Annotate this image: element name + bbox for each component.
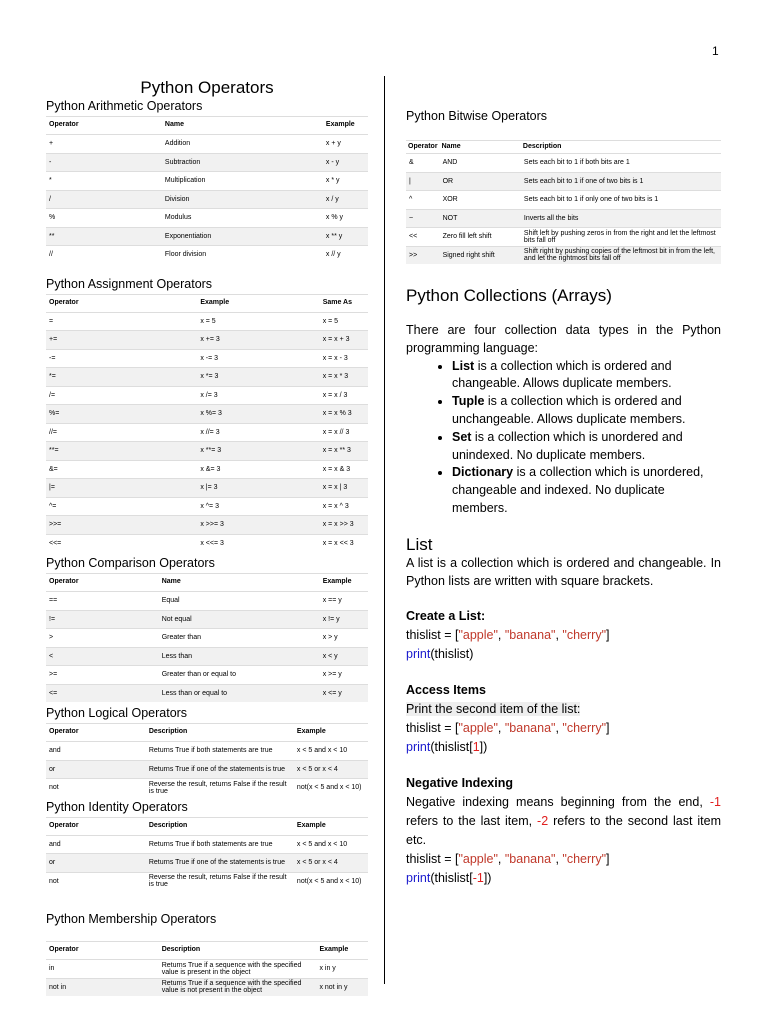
table-cell: Reverse the result, returns False if the result is true bbox=[146, 872, 294, 890]
bitwise-table bbox=[406, 140, 721, 264]
column-header: Description bbox=[521, 141, 721, 154]
code-line-create: thislist = ["apple", "banana", "cherry"] bbox=[406, 628, 610, 643]
column-header: Operator bbox=[46, 942, 159, 960]
table-cell: NOT bbox=[440, 209, 521, 228]
table-cell: not in bbox=[46, 978, 159, 996]
table-cell: x <= y bbox=[320, 684, 368, 702]
table-cell: Sets each bit to 1 if both bits are 1 bbox=[521, 154, 721, 173]
code-line-access: thislist = ["apple", "banana", "cherry"] bbox=[406, 720, 610, 735]
column-header: Description bbox=[159, 942, 317, 960]
table-cell: <= bbox=[46, 684, 159, 702]
table-cell: << bbox=[406, 228, 440, 247]
column-header: Operator bbox=[46, 294, 197, 312]
table-cell: OR bbox=[440, 172, 521, 191]
table-row bbox=[46, 978, 368, 996]
table-cell: x > y bbox=[320, 629, 368, 648]
table-cell: ~ bbox=[406, 209, 440, 228]
table-cell: x = x / 3 bbox=[320, 386, 368, 405]
table-cell: Greater than or equal to bbox=[159, 666, 320, 685]
table-cell: x == y bbox=[320, 592, 368, 611]
table-cell: Returns True if both statements are true bbox=[146, 835, 294, 854]
table-cell: Subtraction bbox=[162, 153, 323, 172]
table-cell: Less than or equal to bbox=[159, 684, 320, 702]
code-line-print-negative: print(thislist[-1]) bbox=[406, 870, 492, 885]
table-cell: Returns True if a sequence with the specified value is present in the object bbox=[159, 960, 317, 979]
table-cell: Inverts all the bits bbox=[521, 209, 721, 228]
table-row bbox=[46, 423, 368, 442]
collection-item-set: • Set is a collection which is unordered and unindexed. No duplicate members. bbox=[452, 429, 721, 465]
table-cell: x *= 3 bbox=[197, 368, 319, 387]
column-header: Operator bbox=[46, 117, 162, 135]
table-cell: &= bbox=[46, 460, 197, 479]
table-cell: % bbox=[46, 209, 162, 228]
access-items-heading: Access Items bbox=[406, 683, 486, 698]
table-cell: x + y bbox=[323, 135, 368, 154]
table-cell: and bbox=[46, 835, 146, 854]
table-cell: not(x < 5 and x < 10) bbox=[294, 872, 368, 890]
table-cell: x = x ^ 3 bbox=[320, 497, 368, 516]
table-row bbox=[46, 610, 368, 629]
table-cell: Less than bbox=[159, 647, 320, 666]
table-row bbox=[46, 592, 368, 611]
table-cell: x **= 3 bbox=[197, 442, 319, 461]
table-cell: ** bbox=[46, 227, 162, 246]
table-header-row bbox=[46, 574, 368, 592]
collection-item-dictionary: • Dictionary is a collection which is unordered, changeable and indexed. No duplicate members. bbox=[452, 464, 721, 517]
table-row bbox=[46, 349, 368, 368]
table-cell: // bbox=[46, 246, 162, 264]
negative-indexing-text: Negative indexing means beginning from the end, -1 refers to the last item, -2 refers to the second last item etc. bbox=[406, 794, 721, 847]
table-cell: not(x < 5 and x < 10) bbox=[294, 779, 368, 797]
table-cell: += bbox=[46, 331, 197, 350]
table-cell: /= bbox=[46, 386, 197, 405]
table-cell: Signed right shift bbox=[440, 246, 521, 264]
table-header-row bbox=[46, 724, 368, 742]
left-column bbox=[46, 76, 368, 996]
table-row bbox=[406, 172, 721, 191]
table-cell: x |= 3 bbox=[197, 479, 319, 498]
table-cell: x = x * 3 bbox=[320, 368, 368, 387]
table-cell: >> bbox=[406, 246, 440, 264]
table-cell: Returns True if one of the statements is true bbox=[146, 760, 294, 779]
table-row bbox=[406, 228, 721, 247]
table-cell: **= bbox=[46, 442, 197, 461]
column-header: Description bbox=[146, 817, 294, 835]
table-cell: Returns True if both statements are true bbox=[146, 742, 294, 761]
collection-item-list: • List is a collection which is ordered and changeable. Allows duplicate members. bbox=[452, 358, 721, 394]
table-row bbox=[406, 209, 721, 228]
table-row bbox=[46, 331, 368, 350]
table-cell: x = x % 3 bbox=[320, 405, 368, 424]
table-cell: x = x + 3 bbox=[320, 331, 368, 350]
table-row bbox=[46, 442, 368, 461]
table-cell: == bbox=[46, 592, 159, 611]
assignment-table bbox=[46, 294, 368, 553]
column-header: Operator bbox=[46, 574, 159, 592]
table-cell: *= bbox=[46, 368, 197, 387]
table-cell: x < 5 and x < 10 bbox=[294, 742, 368, 761]
table-cell: ^ bbox=[406, 191, 440, 210]
table-row bbox=[46, 460, 368, 479]
table-cell: x - y bbox=[323, 153, 368, 172]
table-cell: Floor division bbox=[162, 246, 323, 264]
create-list-heading: Create a List: bbox=[406, 609, 486, 624]
collections-intro: There are four collection data types in the Python programming language: bbox=[406, 323, 721, 355]
table-row bbox=[46, 872, 368, 890]
page-number: 1 bbox=[712, 44, 719, 58]
table-cell: Zero fill left shift bbox=[440, 228, 521, 247]
table-cell: x = 5 bbox=[197, 312, 319, 331]
column-header: Example bbox=[294, 817, 368, 835]
table-cell: x / y bbox=[323, 190, 368, 209]
table-header-row bbox=[46, 817, 368, 835]
table-row bbox=[46, 405, 368, 424]
table-cell: x != y bbox=[320, 610, 368, 629]
table-cell: x = x // 3 bbox=[320, 423, 368, 442]
table-cell: Returns True if one of the statements is true bbox=[146, 854, 294, 873]
table-cell: x % y bbox=[323, 209, 368, 228]
table-cell: Sets each bit to 1 if one of two bits is 1 bbox=[521, 172, 721, 191]
table-header-row bbox=[46, 117, 368, 135]
page-title: Python Operators bbox=[140, 78, 274, 97]
table-cell: - bbox=[46, 153, 162, 172]
table-cell: x ^= 3 bbox=[197, 497, 319, 516]
table-cell: |= bbox=[46, 479, 197, 498]
negative-indexing-heading: Negative Indexing bbox=[406, 775, 513, 790]
table-cell: Shift left by pushing zeros in from the right and let the leftmost bits fall off bbox=[521, 228, 721, 247]
table-cell: x ** y bbox=[323, 227, 368, 246]
table-row bbox=[46, 666, 368, 685]
access-items-text: Print the second item of the list: bbox=[406, 701, 581, 716]
table-cell: %= bbox=[46, 405, 197, 424]
arithmetic-heading: Python Arithmetic Operators bbox=[46, 99, 203, 113]
arithmetic-table bbox=[46, 116, 368, 264]
table-cell: x //= 3 bbox=[197, 423, 319, 442]
table-cell: x = x & 3 bbox=[320, 460, 368, 479]
table-cell: x >>= 3 bbox=[197, 516, 319, 535]
table-row bbox=[46, 779, 368, 797]
table-cell: >>= bbox=[46, 516, 197, 535]
table-cell: in bbox=[46, 960, 159, 979]
table-row bbox=[46, 854, 368, 873]
table-cell: and bbox=[46, 742, 146, 761]
collections-heading: Python Collections (Arrays) bbox=[406, 286, 612, 305]
column-header: Example bbox=[197, 294, 319, 312]
table-cell: Exponentiation bbox=[162, 227, 323, 246]
table-row bbox=[46, 386, 368, 405]
table-cell: > bbox=[46, 629, 159, 648]
table-cell: / bbox=[46, 190, 162, 209]
column-header: Example bbox=[320, 574, 368, 592]
table-cell: //= bbox=[46, 423, 197, 442]
table-cell: x %= 3 bbox=[197, 405, 319, 424]
table-cell: Multiplication bbox=[162, 172, 323, 191]
column-header: Example bbox=[316, 942, 368, 960]
table-cell: & bbox=[406, 154, 440, 173]
collection-item-tuple: • Tuple is a collection which is ordered and unchangeable. Allows duplicate members. bbox=[452, 393, 721, 429]
table-cell: x /= 3 bbox=[197, 386, 319, 405]
code-line-negative: thislist = ["apple", "banana", "cherry"] bbox=[406, 851, 610, 866]
table-cell: x -= 3 bbox=[197, 349, 319, 368]
table-row bbox=[46, 312, 368, 331]
table-cell: x = x - 3 bbox=[320, 349, 368, 368]
bitwise-heading: Python Bitwise Operators bbox=[406, 109, 548, 123]
table-cell: -= bbox=[46, 349, 197, 368]
table-row bbox=[46, 835, 368, 854]
column-header: Example bbox=[323, 117, 368, 135]
table-row bbox=[406, 191, 721, 210]
table-cell: x < 5 or x < 4 bbox=[294, 760, 368, 779]
table-cell: AND bbox=[440, 154, 521, 173]
identity-table bbox=[46, 817, 368, 891]
table-row bbox=[46, 534, 368, 552]
code-line-print: print(thislist) bbox=[406, 647, 474, 662]
table-cell: x += 3 bbox=[197, 331, 319, 350]
table-row bbox=[46, 647, 368, 666]
table-cell: Equal bbox=[159, 592, 320, 611]
table-row bbox=[46, 209, 368, 228]
table-row bbox=[46, 368, 368, 387]
table-cell: x = x | 3 bbox=[320, 479, 368, 498]
table-row bbox=[46, 135, 368, 154]
comparison-table bbox=[46, 573, 368, 702]
table-cell: x < y bbox=[320, 647, 368, 666]
table-cell: XOR bbox=[440, 191, 521, 210]
table-row bbox=[406, 154, 721, 173]
table-row bbox=[46, 684, 368, 702]
membership-heading: Python Membership Operators bbox=[46, 912, 217, 926]
table-cell: x // y bbox=[323, 246, 368, 264]
table-row bbox=[46, 172, 368, 191]
table-row bbox=[46, 960, 368, 979]
column-header: Operator bbox=[46, 724, 146, 742]
table-cell: x >= y bbox=[320, 666, 368, 685]
table-cell: <<= bbox=[46, 534, 197, 552]
table-cell: x * y bbox=[323, 172, 368, 191]
table-cell: x <<= 3 bbox=[197, 534, 319, 552]
column-header: Operator bbox=[406, 141, 440, 154]
table-cell: Addition bbox=[162, 135, 323, 154]
table-row bbox=[46, 742, 368, 761]
table-cell: + bbox=[46, 135, 162, 154]
column-header: Name bbox=[159, 574, 320, 592]
table-cell: < bbox=[46, 647, 159, 666]
table-header-row bbox=[46, 294, 368, 312]
table-header-row bbox=[46, 942, 368, 960]
table-row bbox=[46, 227, 368, 246]
table-cell: | bbox=[406, 172, 440, 191]
code-line-print-index: print(thislist[1]) bbox=[406, 739, 488, 754]
column-header: Operator bbox=[46, 817, 146, 835]
table-row bbox=[46, 629, 368, 648]
table-cell: not bbox=[46, 872, 146, 890]
table-cell: x < 5 or x < 4 bbox=[294, 854, 368, 873]
table-cell: Modulus bbox=[162, 209, 323, 228]
table-cell: = bbox=[46, 312, 197, 331]
column-header: Example bbox=[294, 724, 368, 742]
table-row bbox=[46, 246, 368, 264]
table-cell: x = x >> 3 bbox=[320, 516, 368, 535]
table-row bbox=[46, 479, 368, 498]
table-cell: x = 5 bbox=[320, 312, 368, 331]
table-cell: x = x << 3 bbox=[320, 534, 368, 552]
table-cell: Division bbox=[162, 190, 323, 209]
table-cell: x &= 3 bbox=[197, 460, 319, 479]
table-cell: not bbox=[46, 779, 146, 797]
logical-heading: Python Logical Operators bbox=[46, 706, 188, 720]
column-divider bbox=[384, 76, 385, 984]
table-row bbox=[46, 516, 368, 535]
table-cell: Not equal bbox=[159, 610, 320, 629]
list-heading: List bbox=[406, 534, 433, 554]
assignment-heading: Python Assignment Operators bbox=[46, 276, 213, 291]
identity-heading: Python Identity Operators bbox=[46, 799, 188, 814]
table-cell: or bbox=[46, 854, 146, 873]
table-cell: Shift right by pushing copies of the leftmost bit in from the left, and let the rightmost bits fall off bbox=[521, 246, 721, 264]
list-description: A list is a collection which is ordered and changeable. In Python lists are written with square brackets. bbox=[406, 555, 721, 588]
table-cell: x in y bbox=[316, 960, 368, 979]
table-cell: >= bbox=[46, 666, 159, 685]
table-row bbox=[46, 760, 368, 779]
table-cell: * bbox=[46, 172, 162, 191]
right-column bbox=[406, 76, 721, 888]
table-cell: or bbox=[46, 760, 146, 779]
table-row bbox=[46, 190, 368, 209]
table-cell: Reverse the result, returns False if the result is true bbox=[146, 779, 294, 797]
table-cell: x = x ** 3 bbox=[320, 442, 368, 461]
membership-table bbox=[46, 941, 368, 996]
table-cell: ^= bbox=[46, 497, 197, 516]
column-header: Name bbox=[162, 117, 323, 135]
table-row bbox=[46, 153, 368, 172]
table-cell: Greater than bbox=[159, 629, 320, 648]
collections-list bbox=[406, 358, 721, 518]
column-header: Same As bbox=[320, 294, 368, 312]
table-header-row bbox=[406, 141, 721, 154]
comparison-heading: Python Comparison Operators bbox=[46, 556, 215, 570]
table-row bbox=[406, 246, 721, 264]
table-cell: Sets each bit to 1 if only one of two bits is 1 bbox=[521, 191, 721, 210]
column-header: Description bbox=[146, 724, 294, 742]
table-cell: Returns True if a sequence with the specified value is not present in the object bbox=[159, 978, 317, 996]
table-cell: x not in y bbox=[316, 978, 368, 996]
logical-table bbox=[46, 723, 368, 797]
column-header: Name bbox=[440, 141, 521, 154]
table-row bbox=[46, 497, 368, 516]
table-cell: != bbox=[46, 610, 159, 629]
table-cell: x < 5 and x < 10 bbox=[294, 835, 368, 854]
